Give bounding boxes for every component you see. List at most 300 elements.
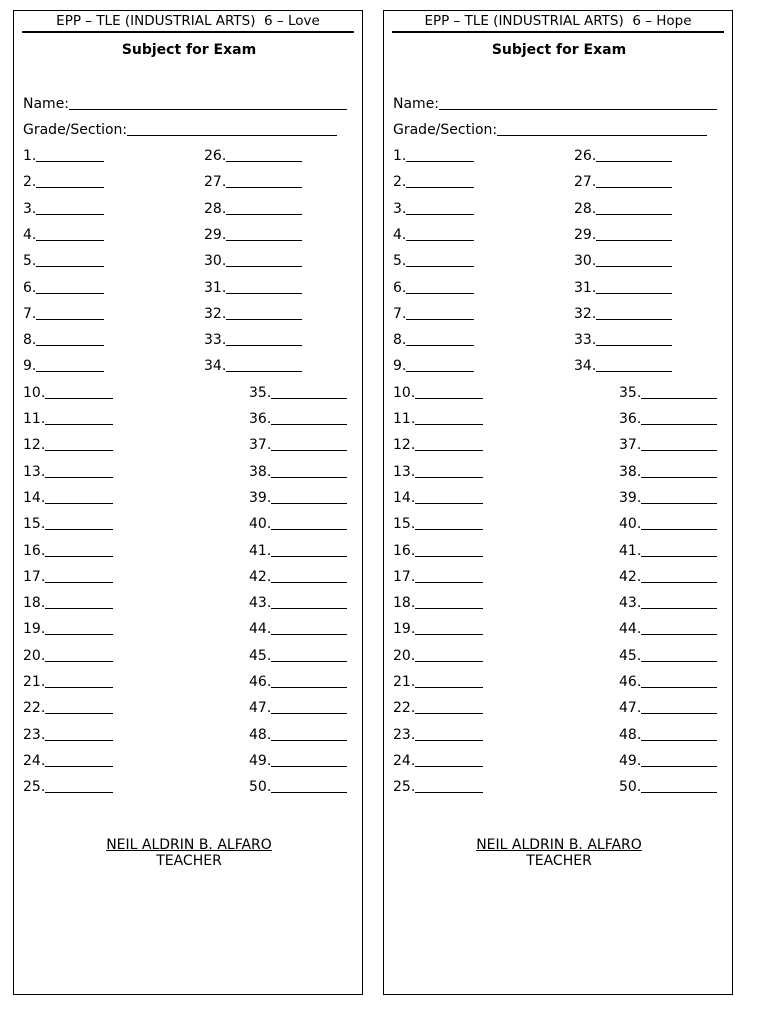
answer-blank[interactable] — [36, 252, 104, 267]
answer-blank[interactable] — [641, 778, 717, 793]
answer-blank[interactable] — [226, 331, 302, 346]
item-number: 18. — [23, 595, 46, 612]
answer-item[interactable] — [574, 279, 672, 297]
answer-blank[interactable] — [226, 226, 302, 241]
answer-blank[interactable] — [596, 279, 672, 294]
answer-blank[interactable] — [45, 726, 113, 741]
answer-item[interactable] — [249, 647, 347, 665]
teacher-title: TEACHER — [526, 853, 592, 869]
grade-section-field[interactable] — [23, 121, 337, 139]
item-number: 24. — [393, 752, 416, 769]
answer-item[interactable] — [393, 752, 483, 770]
answer-blank[interactable] — [406, 200, 474, 215]
item-number: 26. — [204, 148, 227, 164]
item-number: 45. — [619, 647, 642, 664]
answer-blank[interactable] — [596, 357, 672, 372]
answer-item[interactable] — [249, 542, 347, 560]
answer-blank[interactable] — [641, 594, 717, 609]
answer-item[interactable] — [249, 752, 347, 770]
answer-blank[interactable] — [415, 384, 483, 399]
answer-blank[interactable] — [406, 147, 474, 162]
answer-item[interactable] — [393, 620, 483, 638]
answer-item[interactable] — [204, 173, 302, 191]
item-number: 25. — [393, 779, 416, 796]
answer-item[interactable] — [393, 279, 474, 297]
answer-item[interactable] — [393, 384, 483, 402]
answer-item[interactable] — [619, 594, 717, 612]
item-number: 19. — [23, 621, 46, 638]
item-number: 40. — [249, 516, 272, 533]
answer-blank[interactable] — [406, 279, 474, 294]
grade-section-blank[interactable] — [497, 121, 707, 136]
answer-item[interactable] — [393, 410, 483, 428]
answer-blank[interactable] — [406, 226, 474, 241]
answer-blank[interactable] — [271, 673, 347, 688]
item-number: 35. — [249, 384, 272, 401]
grade-section-blank[interactable] — [127, 121, 337, 136]
item-number: 46. — [249, 674, 272, 690]
name-field[interactable] — [393, 95, 717, 113]
item-number: 21. — [393, 674, 416, 690]
item-number: 33. — [574, 332, 597, 349]
answer-item[interactable] — [574, 331, 672, 349]
item-number: 7. — [393, 305, 407, 322]
answer-blank[interactable] — [415, 436, 483, 451]
answer-item[interactable] — [393, 200, 474, 218]
answer-blank[interactable] — [45, 542, 113, 557]
answer-item[interactable] — [393, 673, 483, 691]
answer-blank[interactable] — [406, 252, 474, 267]
answer-blank[interactable] — [641, 699, 717, 714]
answer-blank[interactable] — [415, 463, 483, 478]
answer-blank[interactable] — [415, 647, 483, 662]
item-number: 48. — [249, 726, 272, 743]
answer-item[interactable] — [23, 436, 113, 454]
answer-item[interactable] — [393, 568, 483, 586]
answer-item[interactable] — [249, 673, 347, 691]
item-number: 22. — [23, 700, 46, 717]
answer-blank[interactable] — [36, 305, 104, 320]
answer-item[interactable] — [23, 252, 104, 270]
answer-item[interactable] — [23, 463, 113, 481]
answer-blank[interactable] — [596, 226, 672, 241]
item-number: 17. — [23, 568, 46, 585]
item-number: 14. — [23, 489, 46, 506]
answer-blank[interactable] — [406, 357, 474, 372]
answer-item[interactable] — [393, 647, 483, 665]
answer-blank[interactable] — [641, 463, 717, 478]
answer-blank[interactable] — [36, 357, 104, 372]
item-number: 9. — [23, 358, 37, 375]
answer-blank[interactable] — [641, 752, 717, 767]
item-number: 8. — [393, 332, 407, 349]
answer-item[interactable] — [619, 436, 717, 454]
answer-blank[interactable] — [271, 620, 347, 635]
name-label: Name: — [23, 96, 70, 112]
answer-blank[interactable] — [415, 489, 483, 504]
answer-blank[interactable] — [415, 778, 483, 793]
answer-item[interactable] — [23, 384, 113, 402]
answer-item[interactable] — [249, 515, 347, 533]
sheet-header: EPP – TLE (INDUSTRIAL ARTS) 6 – Hope — [392, 13, 724, 33]
item-number: 39. — [619, 489, 642, 506]
item-number: 30. — [574, 253, 597, 270]
answer-item[interactable] — [619, 489, 717, 507]
answer-item[interactable] — [393, 726, 483, 744]
name-blank[interactable] — [439, 95, 717, 110]
answer-item[interactable] — [23, 515, 113, 533]
item-number: 42. — [249, 568, 272, 585]
answer-blank[interactable] — [271, 436, 347, 451]
answer-item[interactable] — [249, 489, 347, 507]
item-number: 23. — [23, 726, 46, 743]
answer-blank[interactable] — [271, 489, 347, 504]
answer-blank[interactable] — [271, 778, 347, 793]
answer-item[interactable] — [249, 436, 347, 454]
answer-blank[interactable] — [641, 568, 717, 583]
item-number: 24. — [23, 752, 46, 769]
answer-item[interactable] — [249, 699, 347, 717]
answer-item[interactable] — [204, 331, 302, 349]
answer-item[interactable] — [619, 699, 717, 717]
answer-blank[interactable] — [641, 489, 717, 504]
answer-blank[interactable] — [226, 173, 302, 188]
grade-section-label: Grade/Section: — [393, 122, 498, 138]
teacher-name: NEIL ALDRIN B. ALFARO — [106, 837, 272, 853]
item-number: 15. — [393, 516, 416, 533]
answer-blank[interactable] — [415, 568, 483, 583]
item-number: 44. — [619, 621, 642, 638]
answer-blank[interactable] — [596, 331, 672, 346]
answer-item[interactable] — [23, 305, 104, 323]
answer-blank[interactable] — [596, 200, 672, 215]
item-number: 14. — [393, 489, 416, 506]
answer-item[interactable] — [23, 752, 113, 770]
answer-item[interactable] — [249, 384, 347, 402]
answer-blank[interactable] — [415, 699, 483, 714]
answer-item[interactable] — [249, 726, 347, 744]
answer-blank[interactable] — [271, 463, 347, 478]
answer-blank[interactable] — [415, 410, 483, 425]
answer-item[interactable] — [619, 515, 717, 533]
answer-item[interactable] — [393, 594, 483, 612]
item-number: 7. — [23, 305, 37, 322]
answer-item[interactable] — [393, 147, 474, 165]
item-number: 42. — [619, 568, 642, 585]
item-number: 11. — [23, 411, 46, 427]
item-number: 8. — [23, 332, 37, 349]
item-number: 23. — [393, 726, 416, 743]
answer-item[interactable] — [23, 620, 113, 638]
answer-sheet-hope — [383, 10, 733, 995]
item-number: 29. — [204, 226, 227, 243]
answer-blank[interactable] — [641, 515, 717, 530]
answer-blank[interactable] — [36, 173, 104, 188]
item-number: 26. — [574, 148, 597, 164]
item-number: 9. — [393, 358, 407, 375]
answer-item[interactable] — [619, 726, 717, 744]
answer-item[interactable] — [619, 673, 717, 691]
answer-item[interactable] — [204, 200, 302, 218]
answer-blank[interactable] — [45, 489, 113, 504]
answer-item[interactable] — [393, 463, 483, 481]
answer-blank[interactable] — [271, 647, 347, 662]
answer-blank[interactable] — [45, 384, 113, 399]
answer-item[interactable] — [574, 305, 672, 323]
answer-blank[interactable] — [271, 542, 347, 557]
answer-item[interactable] — [619, 542, 717, 560]
item-number: 22. — [393, 700, 416, 717]
answer-item[interactable] — [23, 542, 113, 560]
item-number: 21. — [23, 674, 46, 690]
answer-item[interactable] — [23, 200, 104, 218]
answer-blank[interactable] — [596, 147, 672, 162]
answer-item[interactable] — [23, 726, 113, 744]
answer-item[interactable] — [574, 147, 672, 165]
item-number: 25. — [23, 779, 46, 796]
answer-item[interactable] — [23, 594, 113, 612]
answer-blank[interactable] — [415, 726, 483, 741]
item-number: 1. — [393, 148, 407, 164]
answer-item[interactable] — [393, 778, 483, 796]
item-number: 20. — [393, 647, 416, 664]
answer-item[interactable] — [204, 305, 302, 323]
item-number: 36. — [619, 411, 642, 427]
item-number: 44. — [249, 621, 272, 638]
answer-item[interactable] — [393, 489, 483, 507]
answer-item[interactable] — [204, 357, 302, 375]
answer-item[interactable] — [393, 515, 483, 533]
answer-blank[interactable] — [641, 436, 717, 451]
answer-blank[interactable] — [641, 726, 717, 741]
item-number: 33. — [204, 332, 227, 349]
answer-blank[interactable] — [45, 410, 113, 425]
answer-blank[interactable] — [36, 226, 104, 241]
answer-blank[interactable] — [596, 173, 672, 188]
answer-blank[interactable] — [226, 147, 302, 162]
answer-blank[interactable] — [596, 305, 672, 320]
answer-blank[interactable] — [36, 147, 104, 162]
answer-item[interactable] — [23, 489, 113, 507]
item-number: 40. — [619, 516, 642, 533]
answer-item[interactable] — [393, 436, 483, 454]
answer-blank[interactable] — [406, 331, 474, 346]
answer-blank[interactable] — [226, 357, 302, 372]
subject-title: Subject for Exam — [491, 42, 627, 58]
answer-blank[interactable] — [271, 568, 347, 583]
name-blank[interactable] — [69, 95, 347, 110]
answer-item[interactable] — [249, 568, 347, 586]
answer-blank[interactable] — [45, 436, 113, 451]
answer-item[interactable] — [393, 305, 474, 323]
answer-item[interactable] — [23, 331, 104, 349]
answer-blank[interactable] — [641, 384, 717, 399]
item-number: 47. — [249, 700, 272, 717]
item-number: 27. — [574, 174, 597, 191]
answer-item[interactable] — [574, 357, 672, 375]
answer-blank[interactable] — [596, 252, 672, 267]
answer-item[interactable] — [619, 410, 717, 428]
answer-blank[interactable] — [415, 673, 483, 688]
answer-blank[interactable] — [406, 173, 474, 188]
answer-item[interactable] — [23, 357, 104, 375]
item-number: 15. — [23, 516, 46, 533]
answer-blank[interactable] — [45, 568, 113, 583]
answer-blank[interactable] — [641, 673, 717, 688]
answer-blank[interactable] — [415, 542, 483, 557]
answer-blank[interactable] — [271, 594, 347, 609]
answer-blank[interactable] — [36, 279, 104, 294]
item-number: 34. — [574, 358, 597, 375]
answer-blank[interactable] — [271, 410, 347, 425]
answer-blank[interactable] — [45, 778, 113, 793]
answer-blank[interactable] — [415, 620, 483, 635]
item-number: 38. — [619, 463, 642, 480]
answer-blank[interactable] — [45, 620, 113, 635]
item-number: 5. — [23, 253, 37, 270]
answer-item[interactable] — [23, 673, 113, 691]
name-label: Name: — [393, 96, 440, 112]
answer-item[interactable] — [23, 778, 113, 796]
teacher-title: TEACHER — [156, 853, 222, 869]
answer-item[interactable] — [23, 568, 113, 586]
item-number: 41. — [619, 542, 642, 559]
answer-blank[interactable] — [226, 200, 302, 215]
answer-item[interactable] — [619, 568, 717, 586]
answer-item[interactable] — [574, 252, 672, 270]
item-number: 2. — [23, 174, 37, 191]
item-number: 3. — [393, 200, 407, 217]
answer-item[interactable] — [249, 778, 347, 796]
name-field[interactable] — [23, 95, 347, 113]
answer-blank[interactable] — [271, 752, 347, 767]
grade-section-field[interactable] — [393, 121, 707, 139]
item-number: 4. — [393, 226, 407, 243]
answer-item[interactable] — [393, 699, 483, 717]
answer-item[interactable] — [204, 226, 302, 244]
answer-item[interactable] — [574, 226, 672, 244]
answer-blank[interactable] — [45, 699, 113, 714]
answer-item[interactable] — [23, 699, 113, 717]
item-number: 37. — [249, 437, 272, 454]
answer-blank[interactable] — [36, 200, 104, 215]
answer-blank[interactable] — [271, 515, 347, 530]
item-number: 18. — [393, 595, 416, 612]
answer-blank[interactable] — [226, 305, 302, 320]
answer-item[interactable] — [393, 173, 474, 191]
answer-item[interactable] — [619, 647, 717, 665]
answer-sheet-love — [13, 10, 363, 995]
answer-blank[interactable] — [45, 594, 113, 609]
item-number: 2. — [393, 174, 407, 191]
answer-item[interactable] — [393, 542, 483, 560]
item-number: 50. — [619, 779, 642, 796]
answer-blank[interactable] — [641, 620, 717, 635]
answer-item[interactable] — [23, 173, 104, 191]
answer-blank[interactable] — [641, 542, 717, 557]
answer-blank[interactable] — [415, 515, 483, 530]
answer-blank[interactable] — [45, 463, 113, 478]
item-number: 5. — [393, 253, 407, 270]
answer-blank[interactable] — [45, 515, 113, 530]
answer-item[interactable] — [23, 647, 113, 665]
item-number: 32. — [574, 305, 597, 322]
signature-block — [384, 837, 734, 869]
answer-item[interactable] — [204, 147, 302, 165]
answer-item[interactable] — [393, 357, 474, 375]
answer-item[interactable] — [619, 620, 717, 638]
item-number: 10. — [23, 384, 46, 401]
item-number: 35. — [619, 384, 642, 401]
item-number: 32. — [204, 305, 227, 322]
subject-title: Subject for Exam — [121, 42, 257, 58]
item-number: 43. — [249, 595, 272, 612]
answer-blank[interactable] — [641, 410, 717, 425]
answer-blank[interactable] — [226, 279, 302, 294]
answer-blank[interactable] — [641, 647, 717, 662]
item-number: 30. — [204, 253, 227, 270]
item-number: 16. — [23, 542, 46, 559]
item-number: 46. — [619, 674, 642, 690]
answer-item[interactable] — [393, 252, 474, 270]
item-number: 36. — [249, 411, 272, 427]
answer-item[interactable] — [23, 226, 104, 244]
item-number: 12. — [23, 437, 46, 454]
answer-item[interactable] — [249, 620, 347, 638]
answer-item[interactable] — [23, 410, 113, 428]
item-number: 6. — [23, 279, 37, 296]
item-number: 10. — [393, 384, 416, 401]
answer-blank[interactable] — [271, 384, 347, 399]
answer-blank[interactable] — [415, 594, 483, 609]
answer-blank[interactable] — [271, 699, 347, 714]
answer-item[interactable] — [204, 252, 302, 270]
answer-item[interactable] — [619, 463, 717, 481]
answer-blank[interactable] — [45, 673, 113, 688]
item-number: 41. — [249, 542, 272, 559]
answer-blank[interactable] — [271, 726, 347, 741]
answer-item[interactable] — [393, 331, 474, 349]
item-number: 43. — [619, 595, 642, 612]
answer-blank[interactable] — [406, 305, 474, 320]
answer-item[interactable] — [619, 384, 717, 402]
answer-item[interactable] — [249, 463, 347, 481]
answer-item[interactable] — [249, 594, 347, 612]
answer-item[interactable] — [393, 226, 474, 244]
answer-item[interactable] — [23, 279, 104, 297]
item-number: 34. — [204, 358, 227, 375]
answer-item[interactable] — [249, 410, 347, 428]
answer-item[interactable] — [574, 173, 672, 191]
answer-item[interactable] — [619, 778, 717, 796]
answer-item[interactable] — [619, 752, 717, 770]
answer-item[interactable] — [23, 147, 104, 165]
answer-blank[interactable] — [36, 331, 104, 346]
answer-blank[interactable] — [226, 252, 302, 267]
item-number: 16. — [393, 542, 416, 559]
item-number: 37. — [619, 437, 642, 454]
item-number: 31. — [204, 279, 227, 296]
item-number: 12. — [393, 437, 416, 454]
answer-blank[interactable] — [45, 752, 113, 767]
grade-section-label: Grade/Section: — [23, 122, 128, 138]
answer-item[interactable] — [204, 279, 302, 297]
item-number: 31. — [574, 279, 597, 296]
answer-blank[interactable] — [45, 647, 113, 662]
answer-item[interactable] — [574, 200, 672, 218]
answer-blank[interactable] — [415, 752, 483, 767]
teacher-name: NEIL ALDRIN B. ALFARO — [476, 837, 642, 853]
